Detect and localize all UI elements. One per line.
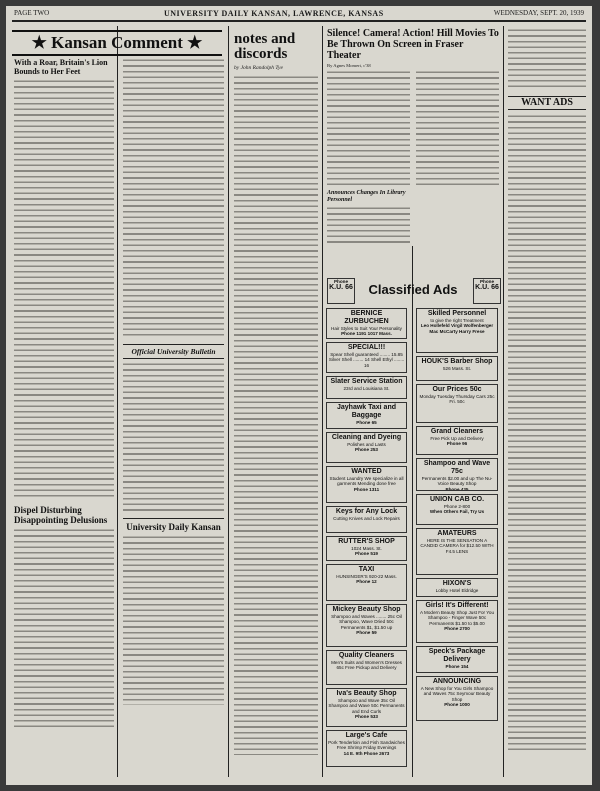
classified-ad (416, 308, 498, 353)
ad-description: Polishes and Lasts (347, 442, 386, 447)
column-2 (123, 58, 224, 777)
ad-contact: Phone 533 (355, 714, 378, 720)
ad-contact: When Others Fail, Try Us (429, 509, 485, 515)
movie-body (327, 70, 410, 188)
ad-name: UNION CAB CO. (429, 496, 485, 503)
notes-discords-title: notes and discords (234, 31, 296, 62)
ad-name: Mickey Beauty Shop (332, 606, 401, 613)
ad-contact: Phone 253 (355, 447, 378, 453)
ad-contact: Leo Hollefeld Virgil Wolfenberger Mac McCarty Harry Frese (420, 323, 494, 334)
classified-ad (326, 650, 407, 685)
ad-name: RUTTER'S SHOP (338, 538, 395, 545)
classified-ad (326, 506, 407, 533)
ad-description: HUNSINGER'S 920-22 Mass. (336, 574, 397, 579)
ad-description: Student Laundry We specialize in all garments Mending done free (329, 476, 404, 487)
classified-ad (326, 688, 407, 727)
classified-ad (416, 676, 498, 721)
classified-ad (416, 384, 498, 423)
editorial-headline: With a Roar, Britain's Lion Bounds to Her Feet (14, 58, 108, 76)
ad-contact: Phone 2700 (444, 626, 470, 632)
ad-contact: Phone 59 (356, 630, 377, 636)
ad-name: Jayhawk Taxi and Baggage (336, 404, 396, 419)
ad-contact: Phone 1311 (353, 486, 380, 492)
movie-story (327, 28, 499, 244)
ad-description: 23rd and Louisiana St. (343, 386, 390, 391)
movie-byline: By Agnes Momert, c'38 (327, 63, 371, 68)
classified-ad (326, 342, 407, 373)
classified-ad (416, 426, 498, 455)
classified-ad (326, 402, 407, 429)
editorial-headline: Dispel Disturbing Disappointing Delusions (14, 505, 108, 525)
column-3 (234, 28, 318, 777)
ad-name: Skilled Personnel (427, 310, 487, 317)
ad-name: Slater Service Station (330, 378, 403, 385)
ad-name: AMATEURS (437, 530, 477, 537)
ad-description: Free Pick Up and Delivery (430, 436, 484, 441)
ad-name: Large's Cafe (345, 732, 388, 739)
classified-ad (416, 528, 498, 575)
notes-byline: by John Randolph Tye (234, 65, 283, 71)
library-body (327, 206, 410, 244)
official-bulletin-header: Official University Bulletin (123, 344, 224, 359)
movie-headline: Silence! Camera! Action! Hill Movies To Be Thrown On Screen in Fraser Theater (327, 28, 499, 61)
ad-contact: Phone 519 (355, 551, 378, 557)
news-brief (508, 28, 586, 90)
ad-name: HOUK'S Barber Shop (421, 358, 493, 365)
notes-body (234, 75, 318, 755)
classified-ad (326, 466, 407, 503)
classified-ad (326, 536, 407, 561)
classified-ad (416, 356, 498, 381)
editorial-body (14, 528, 114, 728)
ad-description: Lobby Hotel Eldridge (435, 588, 479, 593)
column-rule (503, 26, 504, 777)
masthead-line: UNIVERSITY DAILY KANSAN, LAWRENCE, KANSAS (164, 9, 384, 18)
classified-ad (326, 308, 407, 339)
ad-name: Girls! It's Different! (425, 602, 489, 609)
ad-description: Phone 2-800 (443, 504, 471, 509)
ad-name: HIXON'S (442, 580, 472, 587)
ad-name: WANTED (351, 468, 382, 475)
column-rule (228, 26, 229, 777)
ad-description: A Modern Beauty Shop Just For You Shampoo - Finger Wave 50c Permanents $1.50 to $5.00 (419, 610, 495, 626)
ad-description: Permanents $2.00 and up The Nu-Voice Beauty Shop (421, 476, 493, 487)
column-1 (14, 58, 114, 777)
ad-description: to give the right Treatment (430, 318, 484, 323)
newspaper-page (6, 6, 592, 785)
kansan-comment-title: ★ Kansan Comment ★ (12, 30, 222, 56)
classified-banner (327, 278, 499, 304)
ad-description: Shampoo and Wave 35c Oil Shampoo and Wave 50c Permanents and End Curls (328, 698, 405, 714)
ad-name: SPECIAL!!! (347, 344, 386, 351)
ad-name: TAXI (358, 566, 375, 573)
phone-box-right: Phone K.U. 66 (473, 278, 501, 304)
classified-title: Classified Ads (368, 282, 458, 297)
ad-description: 1024 Mass. St. (351, 546, 382, 551)
ad-name: Our Prices 50c (432, 386, 482, 393)
star-icon: ★ (31, 33, 47, 52)
classified-ad (416, 494, 498, 525)
classified-ad (416, 578, 498, 597)
classified-ad (326, 604, 407, 647)
classified-ad (326, 564, 407, 601)
want-ads-list (508, 114, 586, 754)
classified-ad (416, 458, 498, 491)
ad-description: A New Shop for You Girls Shampoo and Waves 75c Seymour Beauty Shop (420, 686, 494, 702)
ad-name: ANNOUNCING (432, 678, 482, 685)
column-rule (412, 246, 413, 777)
phone-box-left: Phone K.U. 66 (327, 278, 355, 304)
running-head (14, 9, 584, 19)
ad-contact: Phone 154 (445, 664, 469, 669)
want-ads-heading: WANT ADS (508, 96, 586, 110)
ad-description: 526 Mass. St. (442, 366, 472, 371)
classified-ad (326, 730, 407, 767)
ad-description: Spear Shell guaranteed ........ 15.85 Silver Shell ........ 14 Shell Ethyl ........ 16 (328, 352, 405, 368)
column-rule (322, 26, 323, 777)
ad-contact: Phone 435 (445, 486, 469, 491)
library-headline: Announces Changes In Library Personnel (327, 190, 406, 203)
ad-name: Keys for Any Lock (335, 508, 398, 515)
masthead-body (123, 535, 224, 705)
ad-contact: 14 E. 9th Phone 2673 (343, 750, 390, 756)
movie-body (416, 70, 499, 188)
ad-description: Men's Suits and Women's Dresses 65c Free Pickup and Delivery (331, 660, 402, 671)
ad-description: Hair Styles to Suit Your Personality (331, 326, 402, 331)
ad-contact: Phone 96 (446, 441, 468, 447)
ad-description: Shampoo and Waves ........ 25c Oil Shampoo, Wave Dried 50c Permanents $1, $1.50 up (331, 614, 402, 630)
page-number: PAGE TWO (14, 9, 50, 17)
ad-contact: Phone 1191 1017 Mass. (341, 331, 392, 337)
ad-contact: Phone 1000 (444, 702, 470, 708)
ad-name: Grand Cleaners (430, 428, 484, 435)
editorial-body (14, 79, 114, 499)
ad-name: Iva's Beauty Shop (336, 690, 397, 697)
top-rule (12, 20, 586, 22)
classified-ad (416, 646, 498, 673)
bulletin-body (123, 362, 224, 512)
ad-contact: Phone 12 (356, 579, 377, 585)
ad-description: Cutting Knives and Lock Repairs (333, 516, 400, 521)
ad-name: Speck's Package Delivery (428, 648, 486, 663)
ad-description: HERE IS THE SENSATION A CANDID CAMERA for $12.50 WITH F4.5 LENS (420, 538, 494, 554)
ad-name: Shampoo and Wave 75c (423, 460, 491, 475)
kansan-masthead: University Daily Kansan (123, 518, 224, 532)
classified-ad (416, 600, 498, 643)
ad-description: Monday Tuesday Thursday Cars 25c Fri. 50c (419, 394, 495, 405)
issue-date: WEDNESDAY, SEPT. 20, 1939 (493, 9, 584, 17)
star-icon: ★ (187, 33, 203, 52)
editorial-body (123, 58, 224, 338)
classified-ad (326, 376, 407, 399)
ad-name: Quality Cleaners (338, 652, 395, 659)
ad-name: Cleaning and Dyeing (331, 434, 402, 441)
ad-contact: Phone 65 (356, 420, 377, 425)
classified-ad (326, 432, 407, 463)
column-6 (508, 28, 586, 777)
ad-name: BERNICE ZURBUCHEN (344, 310, 389, 325)
ad-description: Pork Tenderloin and Fish Sandwiches Free Shrimp Friday Evenings (328, 740, 405, 751)
